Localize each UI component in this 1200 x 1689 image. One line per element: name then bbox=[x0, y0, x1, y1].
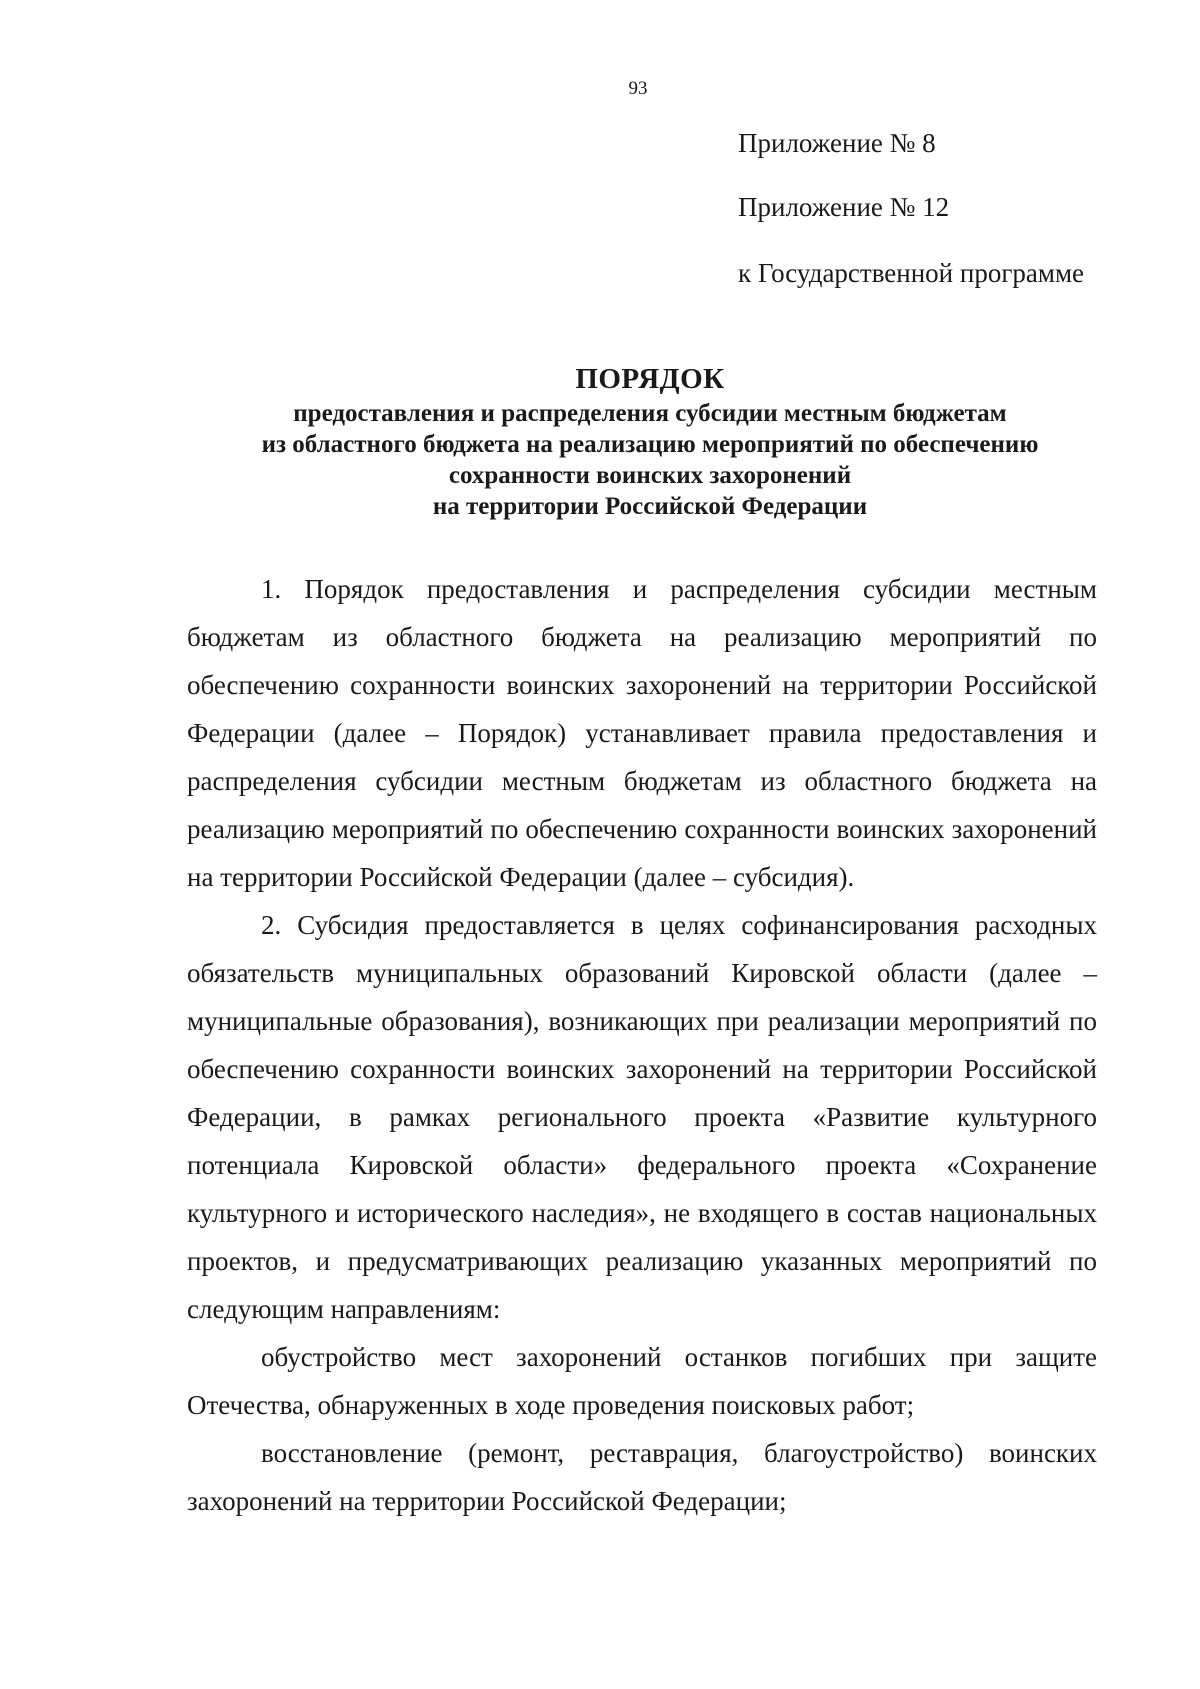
appendix-label-8: Приложение № 8 bbox=[738, 128, 936, 158]
document-body bbox=[187, 565, 1097, 1525]
title-line-4: на территории Российской Федерации bbox=[432, 493, 868, 520]
title-main: ПОРЯДОК bbox=[575, 363, 725, 395]
title-line-3: сохранности воинских захоронений bbox=[448, 462, 852, 489]
page-number: 93 bbox=[628, 78, 648, 99]
document-title bbox=[150, 360, 1150, 522]
appendix-label-12: Приложение № 12 bbox=[738, 192, 950, 222]
appendix-program-label: к Государственной программе bbox=[738, 258, 1085, 288]
title-line-2: из областного бюджета на реализацию мероприятий по обеспечению bbox=[261, 431, 1039, 458]
paragraph-2: 2. Субсидия предоставляется в целях софинансирования расходных обязательств муниципальных образований Кировской области (далее – муниципальные образования), возникающих при реализации мероприятий по обеспечению сохранности воинских захоронений на территории Российской Федерации, в рамках регионального проекта «Развитие культурного потенциала Кировской области» федерального проекта «Сохранение культурного и исторического наследия», не входящего в состав национальных проектов, и предусматривающих реализацию указанных мероприятий по следующим направлениям: bbox=[187, 910, 1097, 1324]
title-line-1: предоставления и распределения субсидии местным бюджетам bbox=[293, 400, 1007, 427]
paragraph-1: 1. Порядок предоставления и распределения субсидии местным бюджетам из областного бюджета на реализацию мероприятий по обеспечению сохранности воинских захоронений на территории Российской Федерации (далее – Порядок) устанавливает правила предоставления и распределения субсидии местным бюджетам из областного бюджета на реализацию мероприятий по обеспечению сохранности воинских захоронений на территории Российской Федерации (далее – субсидия). bbox=[187, 574, 1097, 892]
paragraph-3: обустройство мест захоронений останков погибших при защите Отечества, обнаруженных в ходе проведения поисковых работ; bbox=[187, 1342, 1097, 1420]
paragraph-4: восстановление (ремонт, реставрация, благоустройство) воинских захоронений на территории Российской Федерации; bbox=[187, 1438, 1097, 1516]
